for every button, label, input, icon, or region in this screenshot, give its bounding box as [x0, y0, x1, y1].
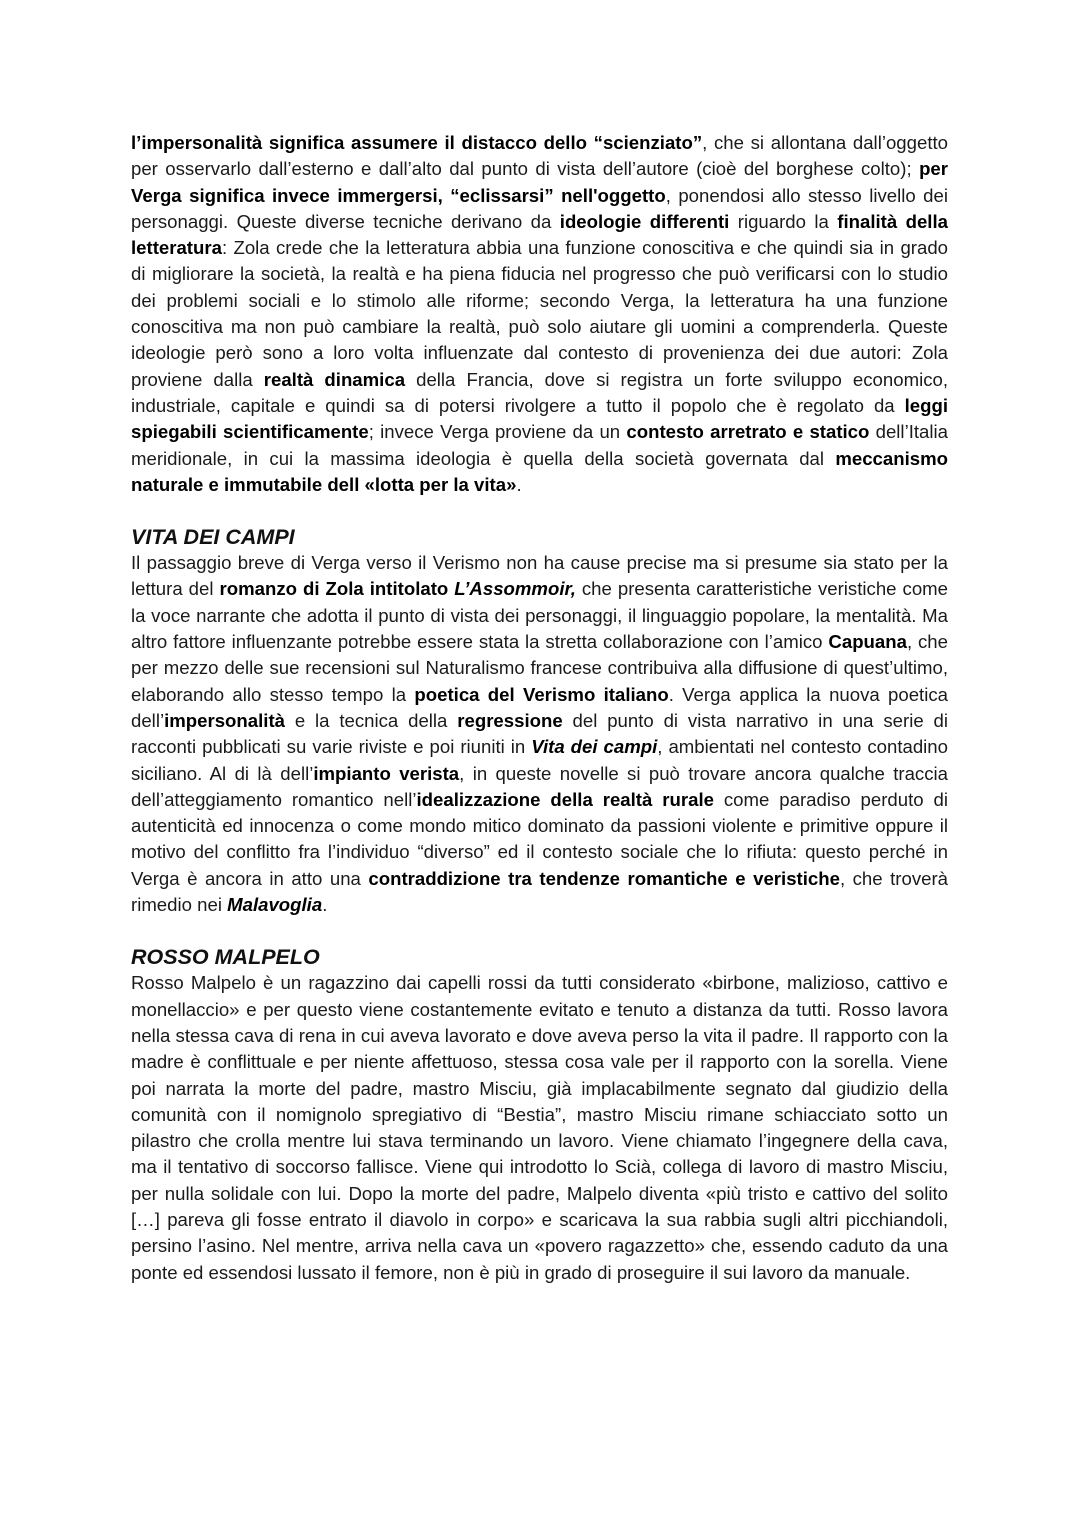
heading-rosso-malpelo: ROSSO MALPELO — [131, 945, 320, 970]
text-run: . — [516, 473, 522, 495]
text-run: impianto verista — [313, 762, 460, 784]
text-run: leggi spiegabili scientificamente — [131, 394, 948, 443]
text-run: . — [322, 894, 328, 916]
text-run: , in queste novelle si può trovare ancora qualche traccia dell’atteggiamento romantico nell’ — [131, 762, 948, 810]
text-run: , che si allontana dall’oggetto per osservarlo dall’esterno e dall’alto dal punto di vista dell’autore (cioè del borghese colto); — [131, 132, 948, 180]
text-run: . Verga applica la nuova poetica dell’ — [131, 683, 948, 731]
text-run: idealizzazione della realtà rurale — [416, 788, 714, 810]
text-run: , ponendosi allo stesso livello dei personaggi. Queste diverse tecniche derivano da — [131, 184, 948, 232]
text-run: , ambientati nel contesto contadino siciliano. Al di là dell’ — [131, 736, 948, 784]
text-run: contraddizione tra tendenze romantiche e veristiche — [368, 867, 840, 889]
text-run: realtà dinamica — [263, 368, 406, 390]
heading-vita-dei-campi: VITA DEI CAMPI — [131, 525, 295, 550]
text-run: ; invece Verga proviene da un — [368, 421, 627, 443]
text-run: del punto di vista narrativo in una serie di racconti pubblicati su varie riviste e poi riuniti in — [131, 709, 949, 758]
text-run: riguardo la — [729, 210, 838, 232]
text-run: finalità della letteratura — [131, 210, 948, 259]
text-run: Capuana — [828, 631, 907, 653]
text-run: meccanismo naturale e immutabile dell «lotta per la vita» — [131, 447, 948, 495]
text-run: Malavoglia — [227, 894, 323, 916]
text-run: per Verga significa invece immergersi, “eclissarsi” nell'oggetto — [131, 158, 948, 206]
text-run: contesto arretrato e statico — [626, 421, 870, 443]
text-run: che presenta caratteristiche veristiche come la voce narrante che adotta il punto di vista dei personaggi, il linguaggio popolare, la mentalità. Ma altro fattore influenzante potrebbe essere stata la stretta collaborazione con l’amico — [131, 578, 948, 653]
text-run: ideologie differenti — [559, 210, 730, 232]
text-run: : Zola crede che la letteratura abbia una funzione conoscitiva e che quindi sia in grado di migliorare la società, la realtà e ha piena fiducia nel progresso che può verificarsi con lo studio dei problemi sociali e lo stimolo alle riforme; secondo Verga, la letteratura ha una funzione conoscitiva ma non può cambiare la realtà, può solo aiutare gli uomini a comprenderla. Queste ideologie però sono a loro volta influenzate dal contesto di provenienza dei due autori: Zola proviene dalla — [131, 237, 948, 390]
text-run: come paradiso perduto di autenticità ed innocenza o come mondo mitico dominato da passioni violente e primitive oppure il motivo del conflitto fra l’individuo “diverso” ed il contesto sociale che lo rifiuta: questo perché in Verga è ancora in atto una — [131, 788, 948, 889]
text-run: L’Assommoir, — [454, 578, 576, 600]
page-content — [131, 130, 948, 1286]
text-run: Vita dei campi — [531, 736, 658, 758]
text-run: impersonalità — [164, 709, 285, 731]
paragraph-impersonalita — [131, 130, 948, 498]
paragraph-vita-dei-campi — [131, 550, 948, 918]
text-run: poetica del Verismo italiano — [414, 683, 669, 705]
text-run: della Francia, dove si registra un forte sviluppo economico, industriale, capitale e quindi sa di potersi rivolgere a tutto il popolo che è regolato da — [131, 368, 949, 416]
text-run: l’impersonalità significa assumere il distacco dello “scienziato” — [131, 132, 703, 153]
text-run: , che per mezzo delle sue recensioni sul Naturalismo francese contribuiva alla diffusione di quest’ultimo, elaborando allo stesso tempo la — [131, 631, 948, 705]
text-run: dell’Italia meridionale, in cui la massima ideologia è quella della società governata dal — [131, 421, 948, 469]
text-run: regressione — [457, 709, 563, 731]
text-run: romanzo di Zola intitolato — [219, 578, 455, 600]
text-run: , che troverà rimedio nei — [131, 867, 948, 916]
text-run: e la tecnica della — [284, 709, 458, 731]
text-run: Il passaggio breve di Verga verso il Verismo non ha cause precise ma si presume sia stato per la lettura del — [131, 552, 948, 600]
text-run: Rosso Malpelo è un ragazzino dai capelli rossi da tutti considerato «birbone, malizioso, cattivo e monellaccio» e per questo viene costantemente evitato e tenuto a distanza da tutti. Rosso lavora nella stessa cava di rena in cui aveva lavorato e dove aveva perso la vita il padre. Il rapporto con la madre è conflittuale e per niente affettuoso, stessa cosa vale per il rapporto con la sorella. Viene poi narrata la morte del padre, mastro Misciu, già implacabilmente segnato dal giudizio della comunità con il nomignolo spregiativo di “Bestia”, mastro Misciu rimane schiacciato sotto un pilastro che crolla mentre lui stava terminando un lavoro. Viene chiamato l’ingegnere della cava, ma il tentativo di soccorso fallisce. Viene qui introdotto lo Scià, collega di lavoro di mastro Misciu, per nulla solidale con lui. Dopo la morte del padre, Malpelo diventa «più tristo e cattivo del solito […] pareva gli fosse entrato il diavolo in corpo» e scaricava la sua rabbia sugli altri picchiandoli, persino l’asino. Nel mentre, arriva nella cava un «povero ragazzetto» che, essendo caduto da una ponte ed essendosi lussato il femore, non è più in grado di proseguire il sui lavoro da manuale. — [131, 972, 948, 1283]
paragraph-rosso-malpelo — [131, 970, 948, 1286]
